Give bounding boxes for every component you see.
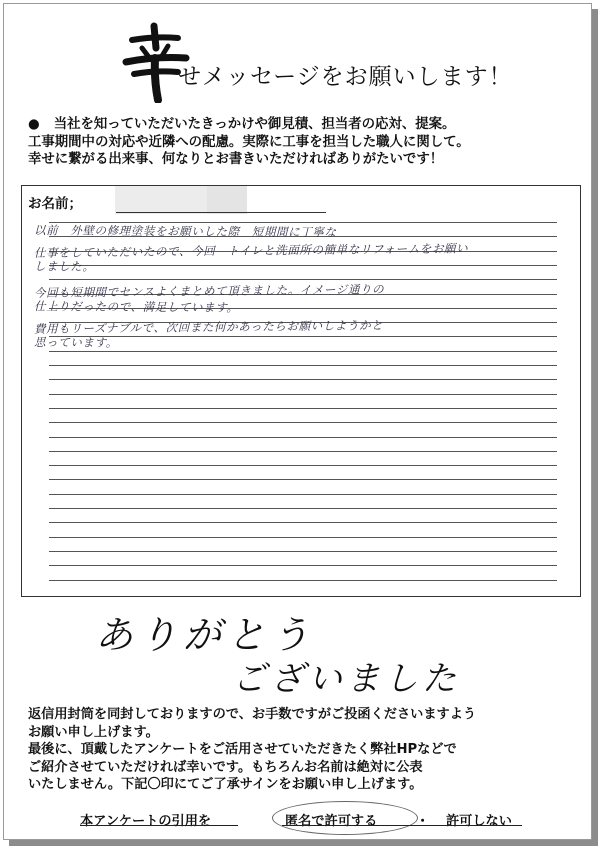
label-underline [80, 825, 238, 826]
handwritten-line: 以前 外壁の修理塗装をお願いした際 短期間に丁寧な [33, 223, 337, 240]
closing-line: いたしません。下記〇印にてご了承サインをお願い申し上げます。 [28, 777, 423, 792]
option-deny[interactable]: 許可しない [446, 814, 512, 829]
ruled-line [49, 522, 557, 523]
thanks-line-2: ございました [232, 659, 460, 696]
instructions [28, 116, 573, 169]
ruled-line [49, 451, 557, 452]
redacted-name [207, 186, 247, 214]
ruled-lines [49, 222, 557, 592]
ruled-line [49, 508, 557, 509]
closing-line: 最後に、頂戴したアンケートをご活用させていただきたく弊社HPなどで [28, 742, 457, 757]
ruled-line [49, 580, 557, 581]
options-underline [282, 825, 522, 826]
option-anonymous[interactable]: 匿名で許可する [285, 814, 378, 829]
closing-line: 返信用封筒を同封しておりますので、お手数ですがご投函くださいますよう [28, 707, 477, 722]
name-label: お名前； [28, 196, 82, 212]
instruction-line: 幸せに繋がる出来事、何なりとお書きいただければありがたいです！ [28, 152, 444, 167]
ruled-line [49, 365, 557, 366]
ruled-line [49, 494, 557, 495]
thank-you-calligraphy [0, 606, 603, 696]
ruled-line [49, 551, 557, 552]
handwritten-line: 今回も短期間でセンスよくまとめて頂きました。イメージ通りの [33, 282, 385, 300]
permission-label: 本アンケートの引用を [80, 814, 212, 829]
thanks-line-1: ありがとう [95, 613, 316, 657]
closing-line: ご紹介させていただければ幸いです。もちろんお名前は絶対に公表 [28, 759, 423, 775]
closing-text [28, 706, 588, 794]
closing-line: お願い申し上げます。 [28, 724, 159, 740]
ruled-line [49, 394, 557, 395]
handwritten-line: 思っています。 [33, 335, 118, 350]
ruled-line [49, 422, 557, 423]
handwritten-line: 仕上りだったので、満足しています。 [33, 299, 239, 315]
ruled-line [49, 379, 557, 380]
instruction-line: 工事期間中の対応や近隣への配慮。実際に工事を担当した職人に関して。 [28, 134, 470, 150]
permission-row [80, 810, 560, 832]
ruled-line [49, 437, 557, 438]
handwritten-line: 仕事をしていただいたので、今回 トイレと洗面所の簡単なリフォームをお願い [33, 241, 469, 260]
handwritten-line: しました。 [33, 259, 95, 274]
bullet-icon: ● [28, 117, 40, 132]
page-title: せメッセージをお願いします！ [178, 64, 513, 90]
name-underline [116, 212, 326, 213]
ruled-line [49, 565, 557, 566]
ruled-line [49, 479, 557, 480]
ruled-line [49, 537, 557, 538]
ruled-line [49, 465, 557, 466]
ruled-line [49, 408, 557, 409]
option-separator: ・ [416, 814, 430, 829]
handwritten-line: 費用もリーズナブルで、次回また何かあったらお願いしようかと [33, 318, 384, 336]
header [0, 18, 587, 98]
instruction-line: 当社を知っていただいたきっかけや御見積、担当者の応対、提案。 [53, 117, 456, 132]
